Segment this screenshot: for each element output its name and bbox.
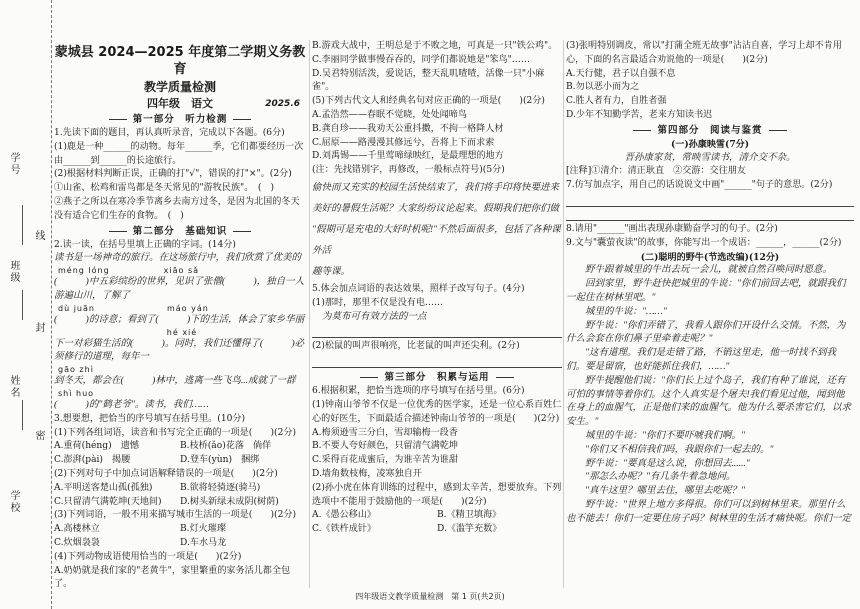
letter-line: 美好的暑假生活呢？大家纷纷议论起来。假期我们把你们做 bbox=[312, 203, 560, 214]
pinyin-line: gāo zhì bbox=[58, 365, 94, 375]
options-3-2 bbox=[54, 482, 306, 510]
reading-line: 读书是一场神奇的旅行。在这场旅行中，我们欣赏了优美的 bbox=[54, 253, 302, 264]
letter-line: "假期可是充电的大好时机呢!"不然后面很多，包括了各种课外活 bbox=[312, 224, 561, 256]
option[interactable]: C.屈原——路漫漫其修远兮，吾将上下而求索 bbox=[312, 137, 495, 148]
option[interactable]: C.李丽同学做事慢吞吞的，同学们都说她是"笨鸟"…… bbox=[312, 54, 530, 65]
pinyin-line: méng lóng xiāo sǎ bbox=[58, 266, 200, 276]
binding-seal-word: 封 bbox=[33, 322, 44, 332]
passage-1-title: (一)孙康映雪(7分) bbox=[670, 138, 750, 150]
option[interactable]: B.灯火璀璨 bbox=[180, 524, 226, 535]
exam-title: 蒙城县 2024—2025 年度第二学期义务教育 bbox=[54, 45, 306, 77]
option[interactable]: A.重荷(héng) 遗憾 bbox=[54, 441, 139, 452]
option[interactable]: A.孟浩然——春眠不觉晓，处处闻啼鸟 bbox=[312, 109, 467, 120]
option[interactable]: C.《铁杵成针》 bbox=[312, 524, 377, 535]
question-7: 7.仿写加点字，用自己的话说说文中画"______"句子的意思。(2分) bbox=[566, 180, 833, 191]
letter-line: 偷快而又充实的校园生活快结束了，我们将手印将快要进来 bbox=[312, 182, 560, 193]
question-8: 8.请用"______"画出表现孙康勤奋学习的句子。(2分) bbox=[566, 223, 778, 234]
option[interactable]: C.胜人者有力，自胜者强 bbox=[566, 96, 667, 107]
rewrite-1-example: 为莫布可有效方法的一点 bbox=[322, 311, 427, 322]
question-9: 9.文与"囊萤夜读"的故事，你能写出一个成语：______，______(2分) bbox=[566, 237, 842, 248]
option[interactable]: D.少年不知勤学苦，老来方知读书迟 bbox=[566, 109, 713, 120]
answer-line[interactable] bbox=[566, 209, 854, 221]
question-1: 1.先读下面的题目，再认真听录音，完成以下各题。(6分) bbox=[54, 128, 285, 138]
option[interactable]: A.《愚公移山》 bbox=[312, 510, 377, 521]
pinyin-line: dù juān máo yán bbox=[58, 303, 209, 313]
option[interactable]: C.炊烟袅袅 bbox=[54, 537, 100, 548]
question-3-1: (1)下列各组词语，读音和书写完全正确的一项是( )(2分) bbox=[54, 427, 297, 438]
option[interactable]: D.墙角数枝梅，凌寒独自开 bbox=[312, 468, 422, 479]
option[interactable]: D.树头新绿未成阴(树荫) bbox=[180, 496, 279, 507]
name-label: 姓名 bbox=[8, 375, 19, 399]
option[interactable]: C.只留清气满乾坤(天地间) bbox=[54, 496, 162, 507]
binding-line bbox=[22, 400, 23, 430]
option[interactable]: B.欲将轻骑逐(骑马) bbox=[180, 482, 261, 493]
pinyin-line: hé xié bbox=[166, 327, 198, 337]
reading-line: ( )的诗意；看到了( )下的生活，体会了家乡华丽 bbox=[54, 314, 305, 325]
exam-subtitle: 教学质量检测 bbox=[143, 80, 216, 94]
answer-line[interactable] bbox=[566, 195, 854, 207]
option[interactable]: A.天行健，君子以自强不息 bbox=[566, 68, 676, 79]
story-paragraph: 回到家里，野牛赶快把城里的牛说："你们前回去吧，就跟我们一起住在树林里吧。" bbox=[566, 279, 846, 303]
reading-line: 到冬天，都会在( )林中，逃离一些飞鸟...成就了一群 bbox=[54, 376, 296, 387]
options-6-2 bbox=[312, 509, 562, 537]
pinyin-line: shì huo bbox=[58, 388, 95, 398]
school-label: 学校 bbox=[8, 490, 19, 514]
statement-1: ①山雀、松鸡和雷鸟都是冬天常见的"游牧民族"。 ( ) bbox=[54, 183, 275, 194]
letter-line: 趣等课。 bbox=[312, 266, 351, 277]
question-4: (注：先找错别字，再修改，一般标点符号)(5分) bbox=[312, 165, 505, 176]
binding-line bbox=[22, 205, 23, 245]
binding-line bbox=[22, 290, 23, 320]
binding-secret-word: 密 bbox=[33, 430, 44, 440]
passage-1-note: [注释]①清介：清正耿直 ②交游：交往朋友 bbox=[566, 166, 746, 177]
question-3: 3.想要想，把恰当的序号填写在括号里。(10分) bbox=[54, 413, 246, 424]
option[interactable]: A.平明送客楚山孤(孤独) bbox=[54, 482, 153, 493]
section-4-heading: 第四部分 阅读与鉴赏 bbox=[566, 123, 854, 138]
option[interactable]: B.《精卫填海》 bbox=[437, 510, 502, 521]
option[interactable]: B.不要人夸好颜色，只留清气满乾坤 bbox=[312, 441, 458, 452]
reading-line: 下一对彩猫生活的( )。同时，我们还懂得了( )必须修行的道理，每年一 bbox=[54, 338, 305, 363]
statement-2: ②燕子之所以在寒冷季节离乡去南方过冬，是因为北国的冬天没有适合它们生存的食物。 ( ) bbox=[54, 196, 300, 221]
grade-subject: 四年级 语文 bbox=[147, 97, 213, 110]
option[interactable]: C.澎湃(pài) 揭腰 bbox=[54, 455, 131, 466]
class-label: 班级 bbox=[8, 260, 19, 284]
binding-line-word: 线 bbox=[33, 230, 44, 240]
question-3-4: (4)下列动物成语使用恰当的一项是( )(2分) bbox=[54, 551, 242, 562]
column-2 bbox=[312, 40, 562, 537]
option[interactable]: D.登车(yùn) 捆绑 bbox=[180, 455, 260, 466]
passage-1-text: 晋孙康家贫，常映雪读书，清介交不杂。 bbox=[624, 152, 796, 163]
section-1-heading: 第一部分 听力检测 bbox=[54, 112, 306, 127]
options-3-1 bbox=[54, 440, 306, 468]
story-paragraph: 城里的牛说："你们不要吓唬我们啊。" bbox=[585, 430, 745, 441]
question-3-3: (3)下列词语，一般不用来描写城市生活的一项是( )(2分) bbox=[54, 510, 297, 521]
question-5: 5.体会加点词语的表达效果，照样子改写句子。(4分) bbox=[312, 283, 525, 294]
option[interactable]: D.吴君特别活泼，爱说话，整天乱叽喳喳，活像一只"小麻雀"。 bbox=[312, 68, 545, 93]
option[interactable]: B.枝桥(ǎo)花落 倘佯 bbox=[180, 441, 272, 452]
question-3-2: (2)下列对句子中加点词语解释错误的一项是( )(2分) bbox=[54, 468, 278, 479]
exam-date: 2025.6 bbox=[265, 99, 300, 109]
option[interactable]: B.龚自珍——我劝天公重抖擞，不拘一格降人材 bbox=[312, 123, 504, 134]
options-3-3 bbox=[54, 523, 306, 551]
story-paragraph: 城里的牛说："……" bbox=[585, 306, 667, 317]
column-divider bbox=[309, 40, 310, 588]
option[interactable]: D.刘禹锡——千里莺啼绿映红，是最理想的地方 bbox=[312, 151, 504, 162]
reading-line: ( )中五彩缤纷的世界，见识了张僧( )，独自一人游遍山川，了解了 bbox=[54, 277, 305, 301]
page-footer: 四年级语文教学质量检测 第 1 页(共2页) bbox=[355, 592, 505, 601]
reading-line: ( )的"鹤老爷"。读书，我们…… bbox=[54, 399, 209, 410]
option[interactable]: B.游戏大战中，王明总是于不败之地，可真是一只"铁公鸡"。 bbox=[312, 41, 558, 51]
story-paragraph: 野牛说："你们弄错了，我看人跟你们开设什么交情。不然，为什么会套在你们鼻子里牵着走呢？" bbox=[566, 320, 846, 345]
question-6-3: (3)张明特别调皮，常以"打蒲全班无故事"沾沾自喜，学习上却不肯用心，下面的名言最适合劝说他的一项是( )(2分) bbox=[566, 41, 842, 65]
story-paragraph: "真牛这里？哪里去住，哪里去吃呢？" bbox=[585, 486, 745, 497]
rewrite-1: (1)那时，那里不仅是没有电…… bbox=[312, 297, 444, 308]
question-1-1: (1)鹿是一种______的动物。每年______季，它们都要经历一次由______到______的长途旅行。 bbox=[54, 141, 304, 166]
section-3-heading: 第三部分 积累与运用 bbox=[312, 370, 562, 385]
option[interactable]: A.梅须逊雪三分白，雪却输梅一段香 bbox=[312, 427, 458, 438]
question-3-5: (5)下列古代文人和经典名句对应正确的一项是( )(2分) bbox=[312, 96, 545, 107]
student-id-label: 学号 bbox=[8, 152, 19, 176]
story-paragraph: "这有道理。我们是走错了路，不销这里走，他一时找不到我们。要是留宿，也好能抓住我们，……" bbox=[566, 348, 836, 372]
question-1-2: (2)根据材料判断正误，正确的打"√"，错误的打"×"。(2分) bbox=[54, 169, 292, 180]
story-paragraph: 野牛提醒他们说："你们长上过个岛子，我们有种了谁说，还有可怕的事情等着你们。这个人真实是个屠夫!我们看见过他，闻到他在身上的血腥气，正是他们来的血腥气。他为什么要杀害它们，以求安生。" bbox=[566, 375, 852, 428]
option[interactable]: A.奶奶就是我们家的"老黄牛"，家里繁重的家务活儿都全包了。 bbox=[54, 565, 291, 590]
grade-row bbox=[54, 96, 306, 112]
option[interactable]: D.《滥竽充数》 bbox=[437, 524, 502, 535]
story-paragraph: "那怎么办呢？"有几条牛着急地问。 bbox=[585, 472, 736, 483]
column-3 bbox=[566, 40, 854, 527]
question-2: 2.读一读，在括号里填上正确的字词。(14分) bbox=[54, 239, 236, 250]
question-6-2: (2)孙小虎在体育训练的过程中，感到太辛苦，想要放弃。下列选项中不能用于鼓励他的一项是( )(2分) bbox=[312, 482, 562, 507]
column-1 bbox=[54, 44, 306, 592]
question-6: 6.根据积累，把恰当选项的序号填写在括号里。(6分) bbox=[312, 386, 525, 397]
question-6-1: (1)钟南山爷爷不仅是一位优秀的医学家，还是一位心系百姓仁心的好医生，下面最适合描述钟南山爷爷的一项是( )(2分) bbox=[312, 399, 562, 424]
passage-2-title: (二)聪明的野牛(节选改编)(12分) bbox=[640, 251, 780, 263]
option[interactable]: C.采得百花成蜜后，为谁辛苦为谁甜 bbox=[312, 455, 458, 466]
story-paragraph: 野牛说："世界上地方多得很。你们可以到树林里来。那里什么也不能去！你们一定要住房子吗？树林里的生活才痛快呢。你们一定 bbox=[566, 499, 852, 524]
option[interactable]: A.高楼林立 bbox=[54, 524, 100, 535]
story-paragraph: 野牛说："要真是这么说，你想回去......" bbox=[585, 458, 750, 469]
answer-line[interactable] bbox=[312, 356, 562, 368]
story-paragraph: 野牛跟着城里的牛出去玩一会儿，就被自然召唤同时愿意。 bbox=[585, 265, 833, 276]
option[interactable]: B.勿以恶小而为之 bbox=[566, 82, 640, 93]
option[interactable]: D.车水马龙 bbox=[180, 537, 227, 548]
answer-line[interactable] bbox=[312, 326, 562, 338]
story-paragraph: "你们又不相信我们吗，我跟你们一起去的。" bbox=[585, 444, 774, 455]
column-divider bbox=[563, 40, 564, 588]
binding-margin bbox=[0, 0, 52, 609]
section-2-heading: 第二部分 基础知识 bbox=[54, 224, 306, 239]
rewrite-2: (2)松鼠的叫声很响亮，比老鼠的叫声还尖利。(2分) bbox=[312, 341, 520, 352]
